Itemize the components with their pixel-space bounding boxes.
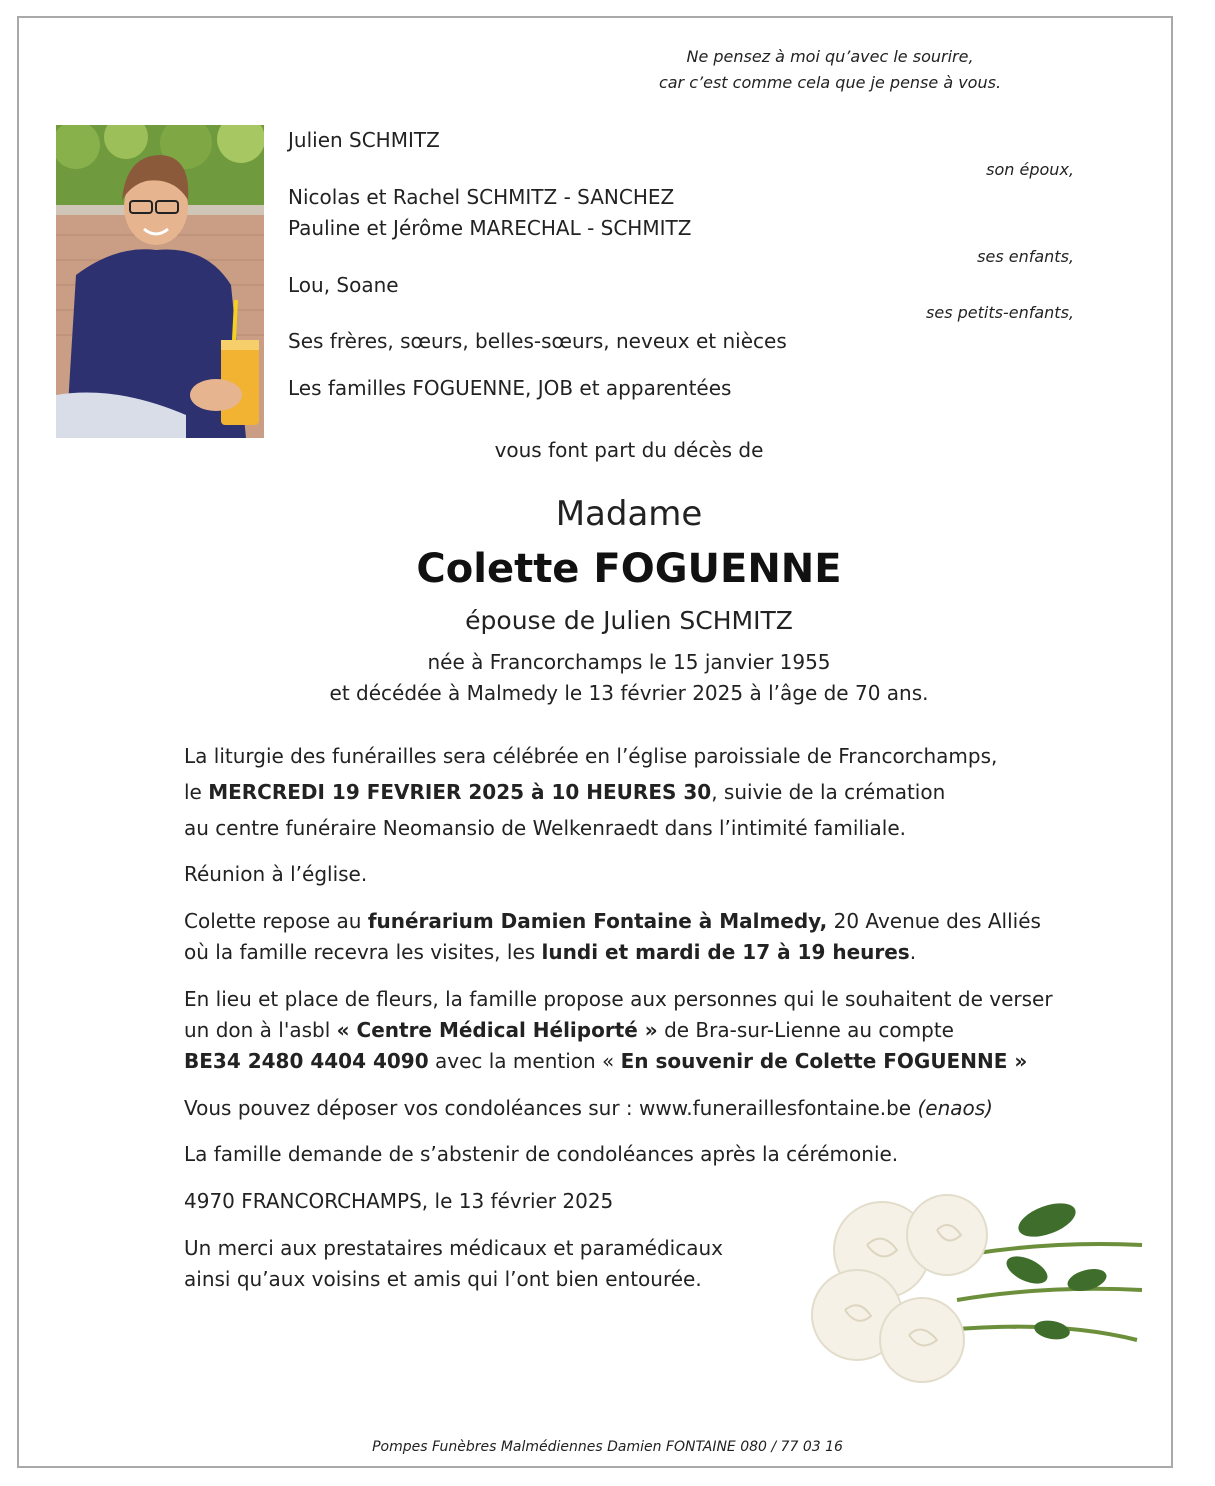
visitation-hours-suffix: . [909,940,917,964]
liturgy-prefix: le [184,780,209,804]
bank-account: BE34 2480 4404 4090 [184,1049,429,1073]
thanks-line-2: ainsi qu’aux voisins et amis qui l’ont bien entourée. [184,1267,702,1291]
spouse-name: Julien SCHMITZ [288,128,440,152]
families-line: Les familles FOGUENNE, JOB et apparentées [288,376,732,400]
thanks-line-1: Un merci aux prestataires médicaux et paramédicaux [184,1236,723,1260]
donation-line-3 [184,1046,1104,1077]
quote-line-1: Ne pensez à moi qu’avec le sourire, [686,47,974,66]
liturgy-suffix: , suivie de la crémation [711,780,946,804]
spouse-role: son époux, [986,160,1074,179]
child-line-2: Pauline et Jérôme MARECHAL - SCHMITZ [288,216,692,240]
donation-line-1: En lieu et place de fleurs, la famille propose aux personnes qui le souhaitent de verser [184,987,1053,1011]
no-condolences-line: La famille demande de s’abstenir de condoléances après la cérémonie. [184,1142,899,1166]
deceased-spouse: épouse de Julien SCHMITZ [465,606,793,635]
visitation-hours: lundi et mardi de 17 à 19 heures [541,940,910,964]
place-date-line: 4970 FRANCORCHAMPS, le 13 février 2025 [184,1189,614,1213]
white-roses-image [797,1190,1145,1390]
announcement-line: vous font part du décès de [494,438,764,462]
epigraph-quote [560,44,1100,96]
liturgy-line-1: La liturgie des funérailles sera célébrée en l’église paroissiale de Francorchamps, [184,744,998,768]
funeral-home-footer: Pompes Funèbres Malmédiennes Damien FONTAINE 080 / 77 03 16 [372,1439,843,1455]
grandchildren-role: ses petits-enfants, [926,303,1074,322]
child-line-1: Nicolas et Rachel SCHMITZ - SANCHEZ [288,185,675,209]
visitation-line-2 [184,937,1104,968]
visitation-hours-prefix: où la famille recevra les visites, les [184,940,542,964]
funerarium-name: funérarium Damien Fontaine à Malmedy, [367,909,828,933]
donation-line-2 [184,1015,1104,1046]
liturgy-datetime: MERCREDI 19 FEVRIER 2025 à 10 HEURES 30 [208,780,712,804]
liturgy-line-2 [184,777,1104,808]
visitation-line-1 [184,906,1104,937]
condolences-line [184,1093,1104,1124]
donation-mention: En souvenir de Colette FOGUENNE » [620,1049,1028,1073]
deceased-title: Madame [555,494,703,534]
funeral-details [184,741,1104,844]
portrait-photo [56,125,264,438]
condolences-tag: (enaos) [917,1096,993,1120]
grandchildren-names: Lou, Soane [288,273,399,297]
liturgy-line-3: au centre funéraire Neomansio de Welkenraedt dans l’intimité familiale. [184,816,906,840]
donation-paragraph [184,984,1104,1077]
condolences-text: Vous pouvez déposer vos condoléances sur : www.funeraillesfontaine.be [184,1096,918,1120]
deceased-name: Colette FOGUENNE [416,546,842,592]
birth-line: née à Francorchamps le 15 janvier 1955 [427,650,831,674]
death-line: et décédée à Malmedy le 13 février 2025 à l’âge de 70 ans. [329,681,929,705]
children-role: ses enfants, [977,247,1074,266]
visitation-paragraph [184,906,1104,968]
visitation-prefix: Colette repose au [184,909,368,933]
quote-line-2: car c’est comme cela que je pense à vous. [658,73,1002,92]
charity-name: « Centre Médical Héliporté » [336,1018,658,1042]
siblings-line: Ses frères, sœurs, belles-sœurs, neveux et nièces [288,329,787,353]
donation-suffix: de Bra-sur-Lienne au compte [657,1018,954,1042]
donation-prefix: un don à l'asbl [184,1018,337,1042]
donation-mention-prefix: avec la mention « [428,1049,621,1073]
funerarium-address: 20 Avenue des Alliés [827,909,1041,933]
reunion-line: Réunion à l’église. [184,862,368,886]
